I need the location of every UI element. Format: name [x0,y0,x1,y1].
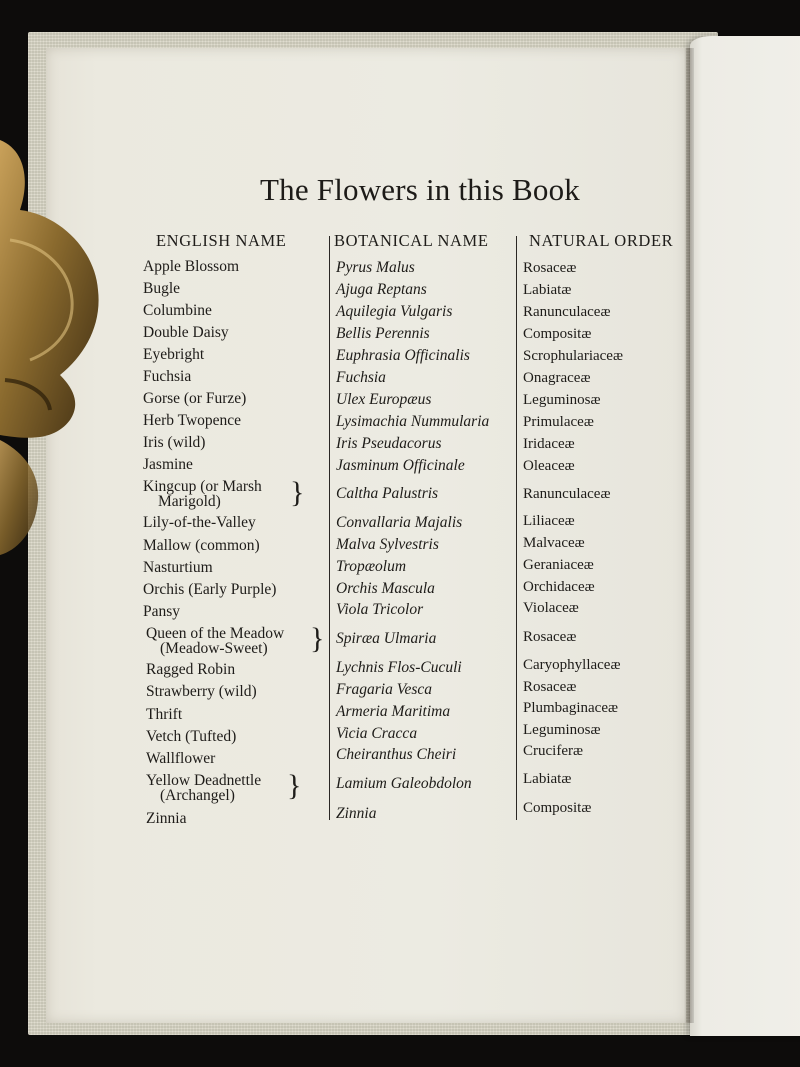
english-name-continued: Marigold) [158,493,221,510]
english-name: Lily-of-the-Valley [143,514,256,531]
natural-order: Compositæ [523,326,592,342]
english-name: Thrift [146,706,183,723]
natural-order: Onagraceæ [523,370,591,386]
english-name: Zinnia [146,810,187,827]
english-name: Mallow (common) [143,537,260,554]
natural-order: Rosaceæ [523,260,577,276]
botanical-name: Tropæolum [336,558,407,575]
english-name: Ragged Robin [146,661,236,678]
botanical-name: Vicia Cracca [336,725,418,742]
natural-order: Oleaceæ [523,458,575,474]
botanical-name: Euphrasia Officinalis [336,347,470,364]
english-name: Vetch (Tufted) [146,728,237,745]
english-name: Iris (wild) [143,434,206,451]
english-name: Yellow Deadnettle [146,772,262,789]
botanical-name: Iris Pseudacorus [336,435,442,452]
botanical-name: Convallaria Majalis [336,514,463,531]
botanical-name: Malva Sylvestris [336,536,439,553]
english-name: Wallflower [146,750,216,767]
botanical-name: Bellis Perennis [336,325,430,342]
natural-order: Ranunculaceæ [523,486,611,502]
natural-order: Rosaceæ [523,679,577,695]
natural-order: Compositæ [523,800,592,816]
natural-order: Scrophulariaceæ [523,348,623,364]
english-name: Strawberry (wild) [146,683,257,700]
botanical-name: Jasminum Officinale [336,457,465,474]
botanical-name: Fuchsia [336,369,386,386]
english-name: Nasturtium [143,559,213,576]
botanical-name: Orchis Mascula [336,580,435,597]
botanical-name: Cheiranthus Cheiri [336,746,457,763]
botanical-name: Spiræa Ulmaria [336,630,437,647]
botanical-name: Caltha Palustris [336,485,439,502]
header-botanical-name: BOTANICAL NAME [334,231,489,250]
natural-order: Orchidaceæ [523,579,595,595]
botanical-name: Ajuga Reptans [336,281,427,298]
english-name: Orchis (Early Purple) [143,581,277,598]
botanical-name: Armeria Maritima [336,703,451,720]
english-name: Apple Blossom [143,258,240,275]
header-english-name: ENGLISH NAME [156,231,287,250]
brace-icon: } [287,769,302,802]
english-name: Jasmine [143,456,193,473]
natural-order: Iridaceæ [523,436,575,452]
natural-order: Caryophyllaceæ [523,657,621,673]
natural-order: Primulaceæ [523,414,594,430]
botanical-name: Viola Tricolor [336,601,424,618]
botanical-name: Lamium Galeobdolon [336,775,472,792]
botanical-name: Ulex Europæus [336,391,432,408]
brace-icon: } [290,476,305,509]
natural-order: Geraniaceæ [523,557,594,573]
natural-order: Violaceæ [523,600,579,616]
english-name: Kingcup (or Marsh [143,478,262,495]
header-natural-order: NATURAL ORDER [529,231,674,250]
english-name: Fuchsia [143,368,192,385]
english-name: Gorse (or Furze) [143,390,247,407]
natural-order: Liliaceæ [523,513,575,529]
natural-order: Cruciferæ [523,743,583,759]
natural-order: Rosaceæ [523,629,577,645]
english-name: Pansy [143,603,181,620]
english-name: Herb Twopence [143,412,242,429]
english-name-continued: (Meadow-Sweet) [160,640,268,657]
natural-order: Plumbaginaceæ [523,700,618,716]
page-title: The Flowers in this Book [260,172,580,207]
botanical-name: Pyrus Malus [336,259,415,276]
natural-order: Ranunculaceæ [523,304,611,320]
english-name: Double Daisy [143,324,229,341]
brace-icon: } [310,622,325,655]
natural-order: Leguminosæ [523,392,601,408]
english-name: Queen of the Meadow [146,625,285,642]
botanical-name: Zinnia [336,805,377,822]
column-divider-1 [329,236,330,820]
botanical-name: Lychnis Flos-Cuculi [336,659,462,676]
natural-order: Leguminosæ [523,722,601,738]
natural-order: Labiatæ [523,771,572,787]
english-name-continued: (Archangel) [160,787,235,804]
natural-order: Malvaceæ [523,535,585,551]
natural-order: Labiatæ [523,282,572,298]
botanical-name: Lysimachia Nummularia [336,413,490,430]
english-name: Eyebright [143,346,205,363]
botanical-name: Fragaria Vesca [336,681,433,698]
column-divider-2 [516,236,517,820]
english-name: Bugle [143,280,181,297]
botanical-name: Aquilegia Vulgaris [336,303,453,320]
english-name: Columbine [143,302,212,319]
